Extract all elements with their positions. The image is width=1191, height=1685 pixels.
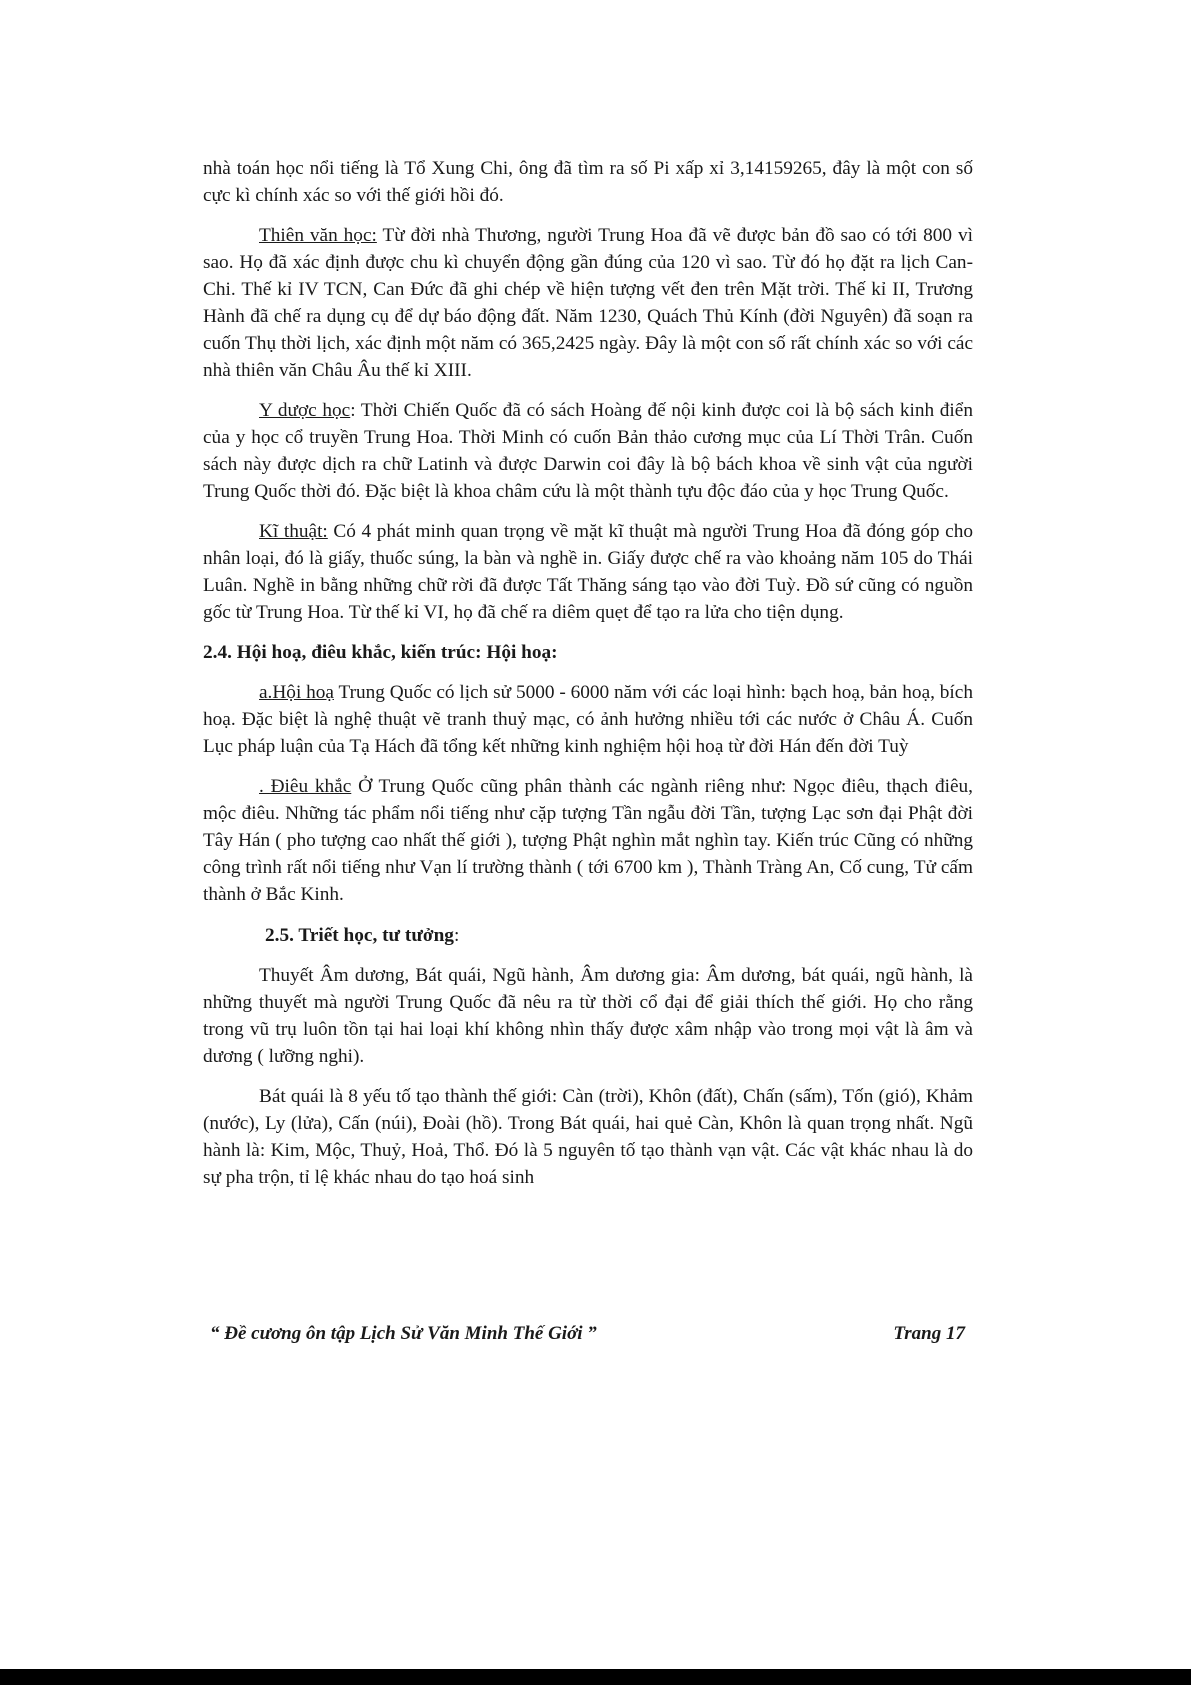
medicine-label: Y dược học (259, 400, 351, 421)
heading-2-5-colon: : (453, 925, 460, 946)
paragraph-sculpture (203, 773, 973, 908)
section-heading-2-5 (203, 922, 973, 949)
sculpture-label: . Điêu khắc (259, 776, 352, 797)
paragraph-astronomy (203, 222, 973, 384)
page-number: Trang 17 (893, 1323, 965, 1344)
astronomy-label: Thiên văn học: (259, 225, 377, 246)
page-footer (210, 1323, 965, 1345)
medicine-text: : Thời Chiến Quốc đã có sách Hoàng đế nội kinh được coi là bộ sách kinh điển của y học cổ truyền Trung Hoa. Thời Minh có cuốn Bản thảo cương mục của Lí Thời Trân. Cuốn sách này được dịch ra chữ Latinh và được Darwin coi đây là bộ bách khoa về sinh vật của người Trung Quốc thời đó. Đặc biệt là khoa châm cứu là một thành tựu độc đáo của y học Trung Quốc. (203, 400, 973, 502)
painting-label: a.Hội hoạ (259, 682, 334, 703)
paragraph-technology (203, 518, 973, 626)
heading-2-5-bold: 2.5. Triết học, tư tưởng (265, 925, 454, 946)
section-heading-2-4: 2.4. Hội hoạ, điêu khắc, kiến trúc: Hội hoạ: (203, 642, 558, 663)
paragraph-painting (203, 679, 973, 760)
technology-label: Kĩ thuật: (259, 521, 328, 542)
paragraph-medicine (203, 397, 973, 505)
footer-title: “ Đề cương ôn tập Lịch Sử Văn Minh Thế Giới ” (210, 1323, 597, 1344)
technology-text: Có 4 phát minh quan trọng về mặt kĩ thuật mà người Trung Hoa đã đóng góp cho nhân loại, đó là giấy, thuốc súng, la bàn và nghề in. Giấy được chế ra vào khoảng năm 105 do Thái Luân. Nghề in bằng những chữ rời đã được Tất Thăng sáng tạo vào đời Tuỳ. Đồ sứ cũng có nguồn gốc từ Trung Hoa. Từ thế kỉ VI, họ đã chế ra diêm quẹt để tạo ra lửa cho tiện dụng. (203, 521, 973, 623)
document-page (203, 155, 973, 1191)
painting-text: Trung Quốc có lịch sử 5000 - 6000 năm với các loại hình: bạch hoạ, bản hoạ, bích hoạ. Đặc biệt là nghệ thuật vẽ tranh thuỷ mạc, có ảnh hưởng nhiều tới các nước ở Châu Á. Cuốn Lục pháp luận của Tạ Hách đã tổng kết những kinh nghiệm hội hoạ từ đời Hán đến đời Tuỳ (203, 682, 973, 757)
sculpture-text: Ở Trung Quốc cũng phân thành các ngành riêng như: Ngọc điêu, thạch điêu, mộc điêu. Những tác phẩm nổi tiếng như cặp tượng Tần ngẫu đời Tần, tượng Lạc sơn đại Phật đời Tây Hán ( pho tượng cao nhất thế giới ), tượng Phật nghìn mắt nghìn tay. Kiến trúc Cũng có những công trình rất nổi tiếng như Vạn lí trường thành ( tới 6700 km ), Thành Tràng An, Cố cung, Tử cấm thành ở Bắc Kinh. (203, 776, 973, 905)
paragraph-yinyang: Thuyết Âm dương, Bát quái, Ngũ hành, Âm dương gia: Âm dương, bát quái, ngũ hành, là những thuyết mà người Trung Quốc đã nêu ra từ thời cổ đại để giải thích thế giới. Họ cho rằng trong vũ trụ luôn tồn tại hai loại khí không nhìn thấy được xâm nhập vào trong mọi vật là âm và dương ( lưỡng nghi). (203, 965, 973, 1067)
astronomy-text: Từ đời nhà Thương, người Trung Hoa đã vẽ được bản đồ sao có tới 800 vì sao. Họ đã xác định được chu kì chuyển động gần đúng của 120 vì sao. Từ đó họ đặt ra lịch Can-Chi. Thế kỉ IV TCN, Can Đức đã ghi chép về hiện tượng vết đen trên Mặt trời. Thế kỉ II, Trương Hành đã chế ra dụng cụ để dự báo động đất. Năm 1230, Quách Thủ Kính (đời Nguyên) đã soạn ra cuốn Thụ thời lịch, xác định một năm có 365,2425 ngày. Đây là một con số rất chính xác so với các nhà thiên văn Châu Âu thế kỉ XIII. (203, 225, 973, 381)
paragraph-bagua: Bát quái là 8 yếu tố tạo thành thế giới: Càn (trời), Khôn (đất), Chấn (sấm), Tốn (gió), Khảm (nước), Ly (lửa), Cấn (núi), Đoài (hồ). Trong Bát quái, hai quẻ Càn, Khôn là quan trọng nhất. Ngũ hành là: Kim, Mộc, Thuỷ, Hoả, Thổ. Đó là 5 nguyên tố tạo thành vạn vật. Các vật khác nhau là do sự pha trộn, tỉ lệ khác nhau do tạo hoá sinh (203, 1086, 973, 1188)
scan-border-bar (0, 1669, 1191, 1685)
paragraph-intro: nhà toán học nổi tiếng là Tổ Xung Chi, ông đã tìm ra số Pi xấp xỉ 3,14159265, đây là một con số cực kì chính xác so với thế giới hồi đó. (203, 158, 973, 206)
